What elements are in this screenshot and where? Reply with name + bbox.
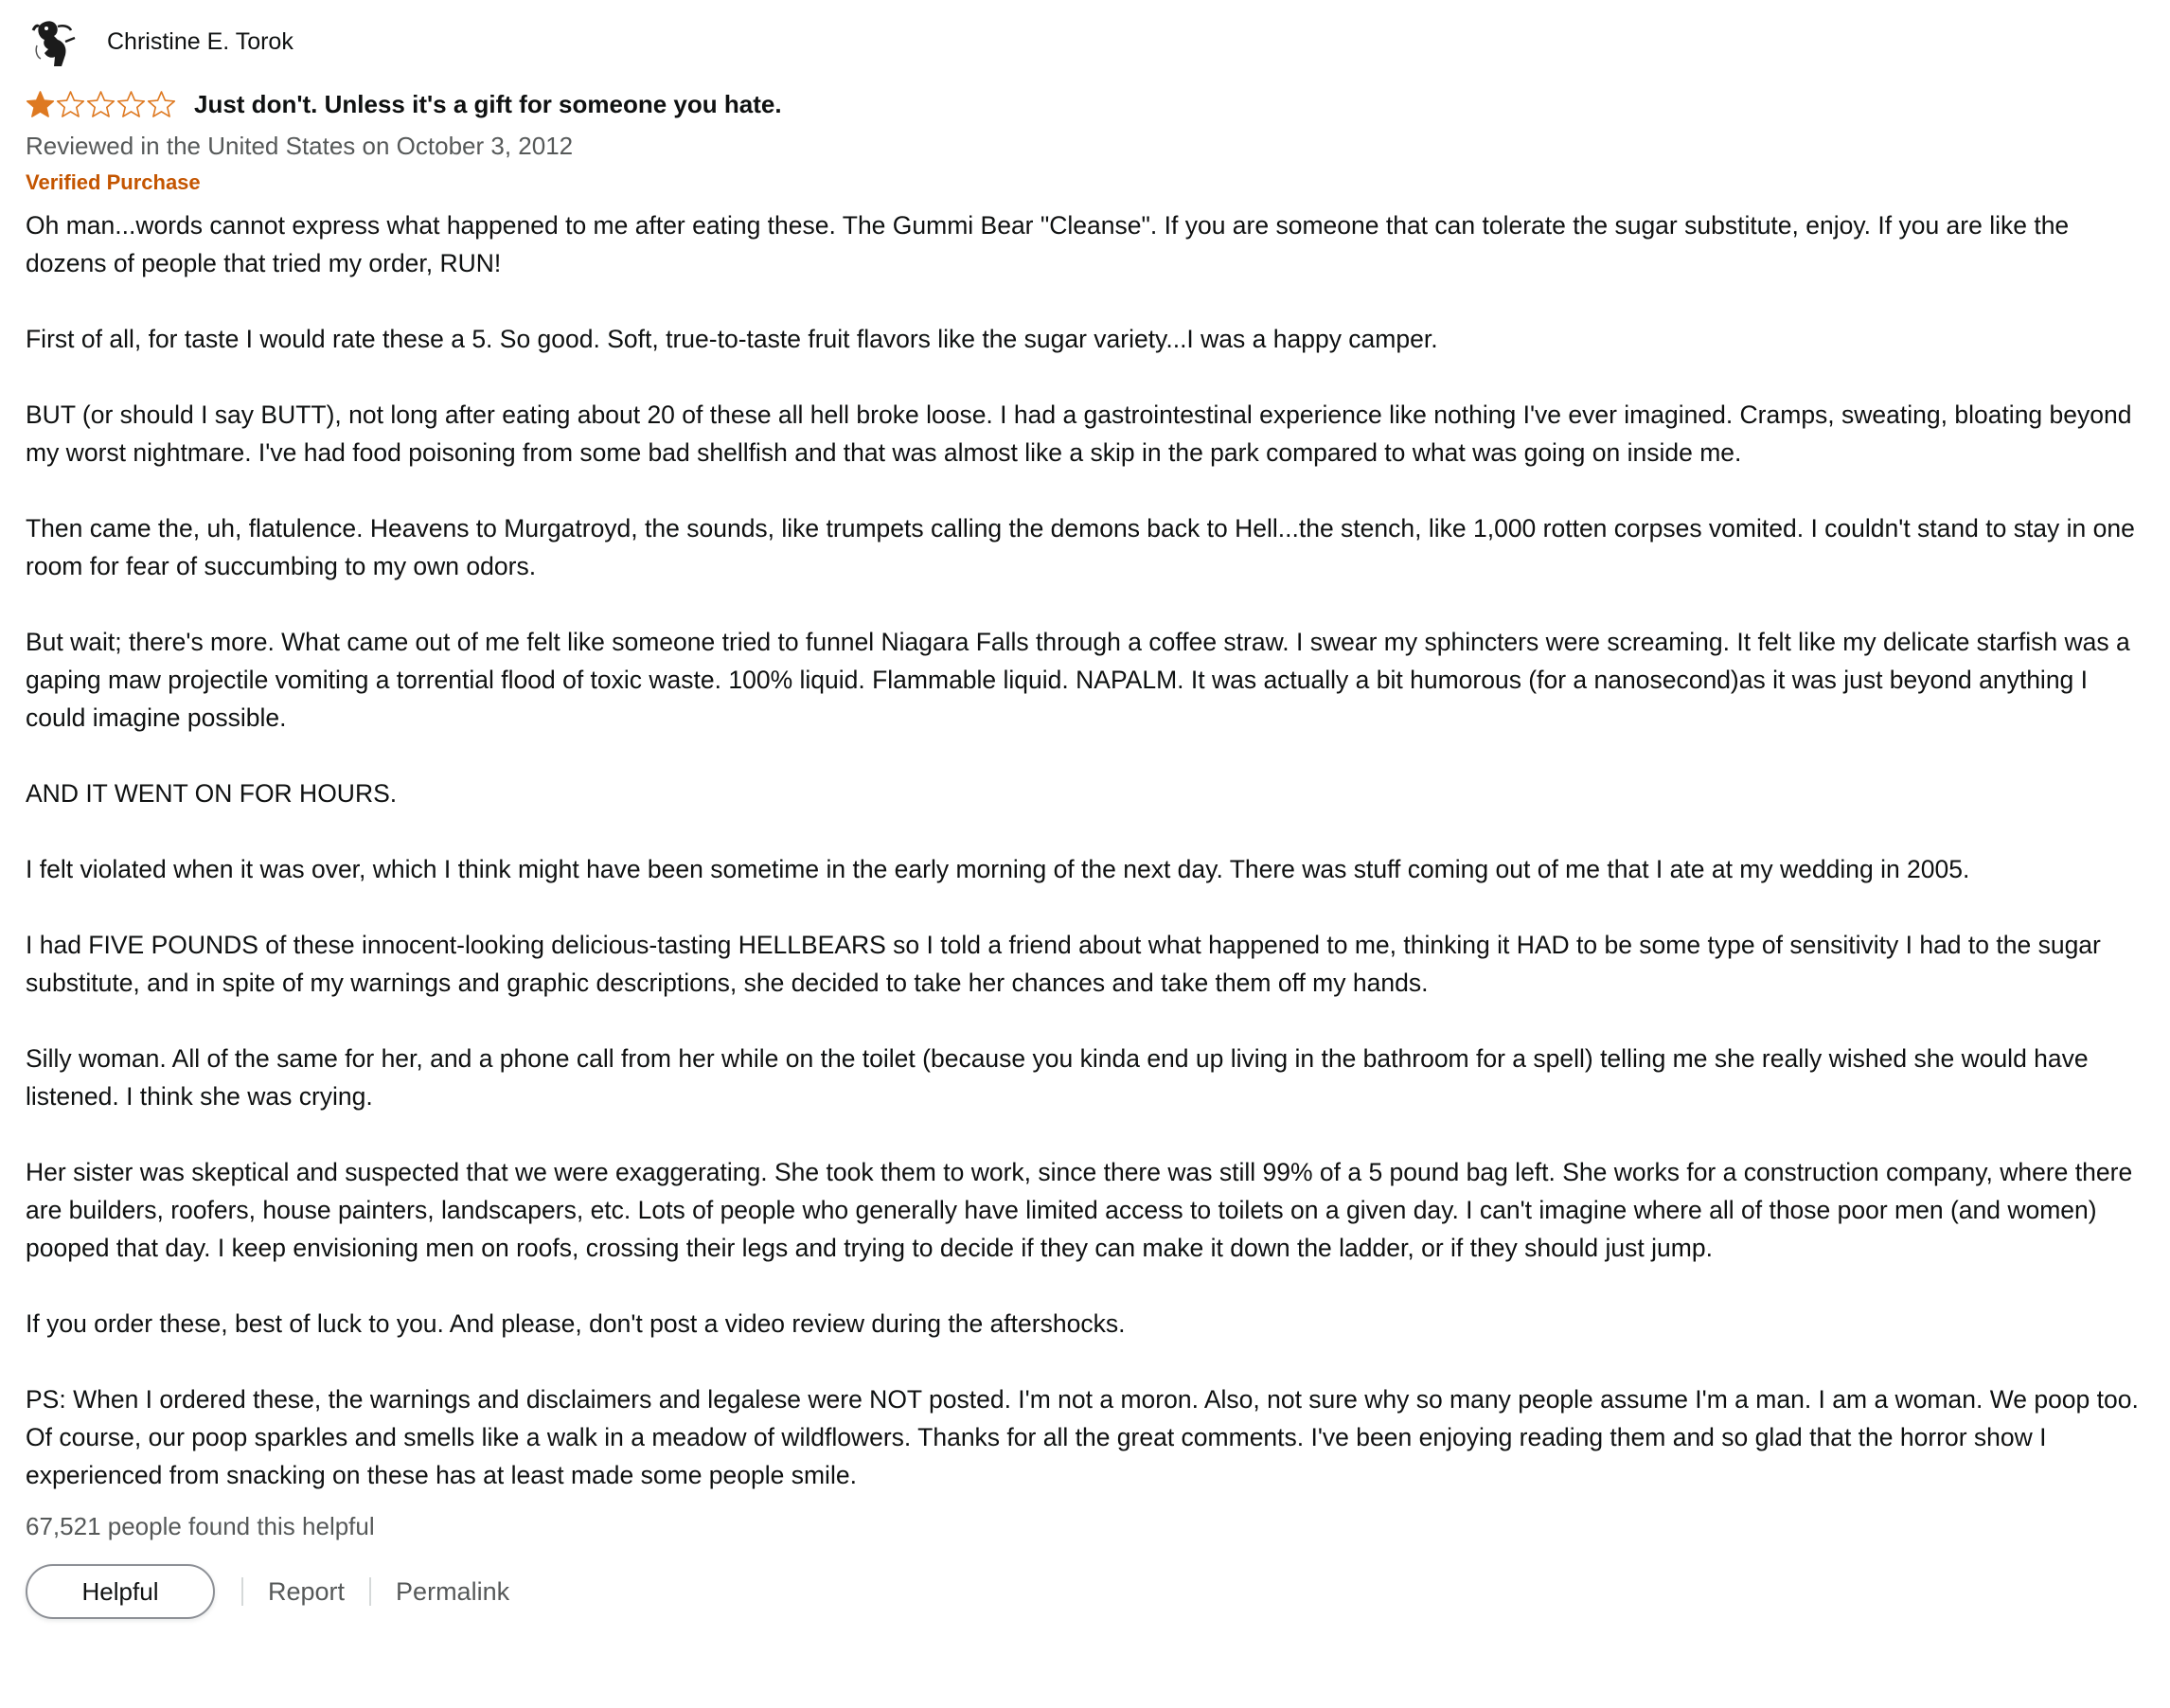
review — [26, 13, 2151, 1621]
review-paragraph: PS: When I ordered these, the warnings and disclaimers and legalese were NOT posted. I'm not a moron. Also, not sure why so many people assume I'm a man. I am a woman. We poop too. Of course, our poop sparkles and smells like a walk in a meadow of wildflowers. Thanks for all the great comments. I've been enjoying reading them and so glad that the horror show I experienced from snacking on these has at least made some people smile. — [26, 1385, 2139, 1489]
review-paragraph: Silly woman. All of the same for her, and a phone call from her while on the toilet (because you kinda end up living in the bathroom for a spell) telling me she really wished she would have listened. I think she was crying. — [26, 1044, 2089, 1111]
review-date: Reviewed in the United States on October 3, 2012 — [26, 132, 574, 160]
review-paragraph: Oh man...words cannot express what happened to me after eating these. The Gummi Bear "Cleanse". If you are someone that can tolerate the sugar substitute, enjoy. If you are like the dozens of people that tried my order, RUN! — [26, 211, 2070, 277]
star-empty-icon — [86, 90, 116, 119]
review-paragraph: I had FIVE POUNDS of these innocent-looking delicious-tasting HELLBEARS so I told a friend about what happened to me, thinking it HAD to be some type of sensitivity I had to the sugar substitute, and in spite of my warnings and graphic descriptions, she decided to take her chances and take them off my hands. — [26, 931, 2101, 997]
review-paragraph: Then came the, uh, flatulence. Heavens to Murgatroyd, the sounds, like trumpets calling the demons back to Hell...the stench, like 1,000 rotten corpses vomited. I couldn't stand to stay in one room for fear of succumbing to my own odors. — [26, 514, 2135, 580]
permalink-link[interactable]: Permalink — [396, 1576, 510, 1606]
review-paragraph: AND IT WENT ON FOR HOURS. — [26, 779, 398, 808]
review-paragraph: I felt violated when it was over, which I think might have been sometime in the early morning of the next day. There was stuff coming out of me that I ate at my wedding in 2005. — [26, 855, 1970, 883]
review-paragraph: If you order these, best of luck to you. And please, don't post a video review during the aftershocks. — [26, 1309, 1126, 1338]
avatar-icon[interactable] — [26, 13, 82, 70]
star-empty-icon — [56, 90, 85, 119]
verified-purchase-badge: Verified Purchase — [26, 170, 201, 194]
review-paragraph: Her sister was skeptical and suspected that we were exaggerating. She took them to work, since there was still 99% of a 5 pound bag left. She works for a construction company, where there are builders, roofers, house painters, landscapers, etc. Lots of people who generally have limited access to toilets on a given day. I can't imagine where all of those poor men (and women) pooped that day. I keep envisioning men on roofs, crossing their legs and trying to decide if they can make it down the ladder, or if they should just jump. — [26, 1158, 2133, 1262]
review-title-row — [26, 85, 2151, 123]
star-empty-icon — [147, 90, 176, 119]
reviewer-profile[interactable] — [26, 13, 2151, 70]
review-actions — [26, 1562, 2151, 1621]
review-title[interactable]: Just don't. Unless it's a gift for someone you hate. — [194, 89, 782, 118]
action-divider — [241, 1577, 243, 1606]
review-paragraph: BUT (or should I say BUTT), not long after eating about 20 of these all hell broke loose. I had a gastrointestinal experience like nothing I've ever imagined. Cramps, sweating, bloating beyond my worst nightmare. I've had food poisoning from some bad shellfish and that was almost like a skip in the park compared to what was going on inside me. — [26, 400, 2132, 467]
report-link[interactable]: Report — [268, 1576, 346, 1606]
helpful-button[interactable]: Helpful — [26, 1564, 215, 1619]
reviewer-name[interactable]: Christine E. Torok — [107, 27, 293, 55]
review-paragraph: But wait; there's more. What came out of me felt like someone tried to funnel Niagara Falls through a coffee straw. I swear my sphincters were screaming. It felt like my delicate starfish was a gaping maw projectile vomiting a torrential flood of toxic waste. 100% liquid. Flammable liquid. NAPALM. It was actually a bit humorous (for a nanosecond)as it was just beyond anything I could imagine possible. — [26, 628, 2130, 732]
review-paragraph: First of all, for taste I would rate these a 5. So good. Soft, true-to-taste fruit flavors like the sugar variety...I was a happy camper. — [26, 325, 1438, 353]
star-empty-icon — [116, 90, 146, 119]
star-rating[interactable] — [26, 90, 177, 119]
action-divider — [369, 1577, 371, 1606]
review-body — [26, 206, 2151, 1494]
star-filled-icon — [26, 90, 55, 119]
helpful-count: 67,521 people found this helpful — [26, 1512, 375, 1540]
